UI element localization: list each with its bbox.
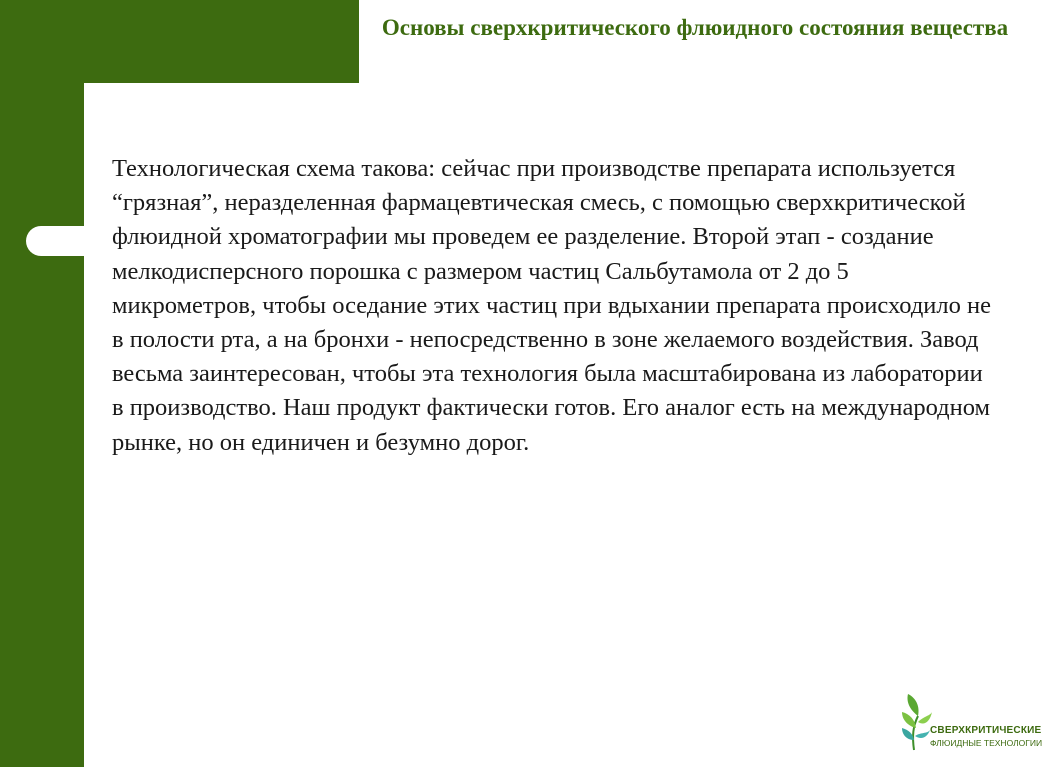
logo-name-line1: СВЕРХКРИТИЧЕСКИЕ <box>930 725 1042 736</box>
left-green-strip <box>0 0 84 767</box>
side-tab <box>26 226 106 256</box>
logo-name-line2: ФЛЮИДНЫЕ ТЕХНОЛОГИИ <box>930 738 1042 748</box>
top-green-block <box>84 0 359 83</box>
leaves-icon <box>900 692 932 752</box>
slide-title: Основы сверхкритического флюидного состояния вещества <box>381 15 1009 40</box>
slide-body-text: Технологическая схема такова: сейчас при производстве препарата используется “грязная”, неразделенная фармацевтическая смесь, с помощью сверхкритической флюидной хроматографии мы проведем ее разделение. Второй этап - создание мелкодисперсного порошка с размером частиц Сальбутамола от 2 до 5 микрометров, чтобы оседание этих частиц при вдыхании препарата происходило не в полости рта, а на бронхи - непосредственно в зоне желаемого воздействия. Завод весьма заинтересован, чтобы эта технология была масштабирована из лаборатории в производство. Наш продукт фактически готов. Его аналог есть на международном рынке, но он единичен и безумно дорог. <box>112 155 991 456</box>
company-logo <box>900 692 1042 762</box>
